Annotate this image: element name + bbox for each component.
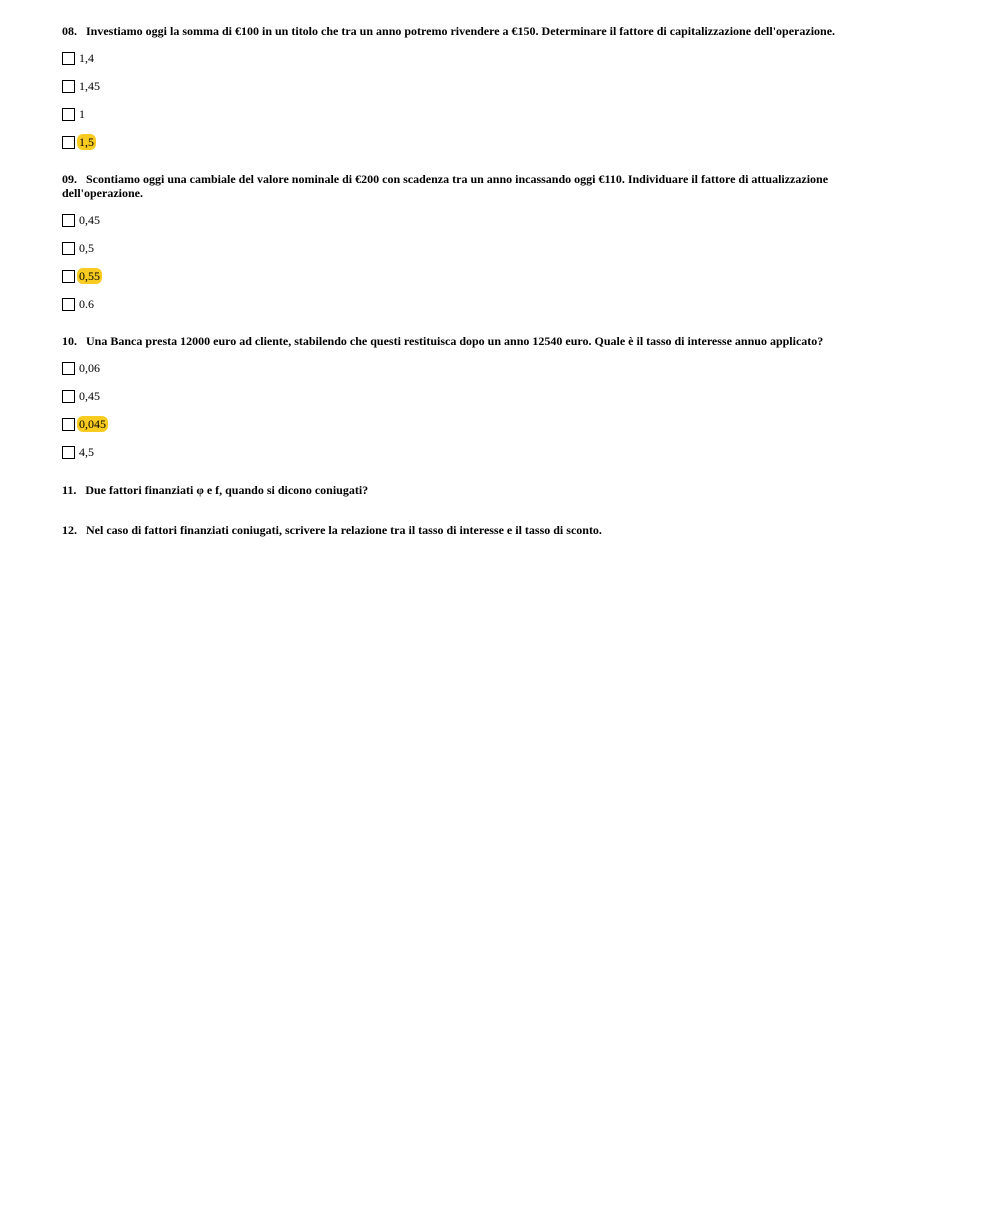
question-number: 11. — [62, 483, 77, 497]
question-number: 08. — [62, 24, 77, 38]
answer-label: 1 — [79, 107, 85, 121]
answer-label-highlighted: 0,55 — [79, 269, 100, 283]
answer-label: 0,45 — [79, 389, 100, 403]
checkbox[interactable] — [62, 298, 75, 311]
question-body: Una Banca presta 12000 euro ad cliente, stabilendo che questi restituisca dopo un anno 12540 euro. Quale è il tasso di interesse annuo applicato? — [86, 334, 824, 348]
answer-option[interactable] — [62, 410, 902, 438]
answer-option[interactable] — [62, 354, 902, 382]
answer-options — [62, 206, 902, 318]
answer-option[interactable] — [62, 438, 902, 466]
answer-option[interactable] — [62, 100, 902, 128]
question-12 — [62, 523, 902, 537]
answer-label: 1,45 — [79, 79, 100, 93]
answer-option[interactable] — [62, 262, 902, 290]
checkbox[interactable] — [62, 214, 75, 227]
answer-label-highlighted: 1,5 — [79, 135, 94, 149]
question-text — [62, 334, 902, 348]
checkbox[interactable] — [62, 108, 75, 121]
checkbox[interactable] — [62, 270, 75, 283]
answer-option[interactable] — [62, 234, 902, 262]
question-number: 10. — [62, 334, 77, 348]
question-text — [62, 24, 902, 38]
question-10 — [62, 334, 902, 466]
checkbox[interactable] — [62, 390, 75, 403]
checkbox[interactable] — [62, 80, 75, 93]
checkbox[interactable] — [62, 136, 75, 149]
answer-option[interactable] — [62, 128, 902, 156]
checkbox[interactable] — [62, 52, 75, 65]
question-11 — [62, 483, 902, 497]
question-number: 09. — [62, 172, 77, 186]
question-08 — [62, 24, 902, 156]
answer-label-highlighted: 0,045 — [79, 417, 106, 431]
question-text — [62, 483, 902, 497]
question-09 — [62, 172, 902, 318]
checkbox[interactable] — [62, 242, 75, 255]
question-text — [62, 172, 902, 200]
question-body: Due fattori finanziati φ e f, quando si dicono coniugati? — [85, 483, 369, 497]
question-body: Investiamo oggi la somma di €100 in un titolo che tra un anno potremo rivendere a €150. Determinare il fattore di capitalizzazione dell'operazione. — [86, 24, 836, 38]
answer-label: 0.6 — [79, 297, 94, 311]
answer-options — [62, 354, 902, 466]
answer-option[interactable] — [62, 44, 902, 72]
answer-label: 0,06 — [79, 361, 100, 375]
answer-option[interactable] — [62, 72, 902, 100]
checkbox[interactable] — [62, 418, 75, 431]
answer-label: 4,5 — [79, 445, 94, 459]
answer-option[interactable] — [62, 382, 902, 410]
question-body: Scontiamo oggi una cambiale del valore nominale di €200 con scadenza tra un anno incassando oggi €110. Individuare il fattore di attualizzazione dell'operazione. — [62, 172, 829, 200]
question-body: Nel caso di fattori finanziati coniugati, scrivere la relazione tra il tasso di interesse e il tasso di sconto. — [86, 523, 602, 537]
answer-label: 1,4 — [79, 51, 94, 65]
checkbox[interactable] — [62, 446, 75, 459]
document-page — [62, 24, 902, 537]
question-number: 12. — [62, 523, 77, 537]
answer-option[interactable] — [62, 206, 902, 234]
question-text — [62, 523, 902, 537]
answer-option[interactable] — [62, 290, 902, 318]
answer-options — [62, 44, 902, 156]
checkbox[interactable] — [62, 362, 75, 375]
answer-label: 0,45 — [79, 213, 100, 227]
answer-label: 0,5 — [79, 241, 94, 255]
